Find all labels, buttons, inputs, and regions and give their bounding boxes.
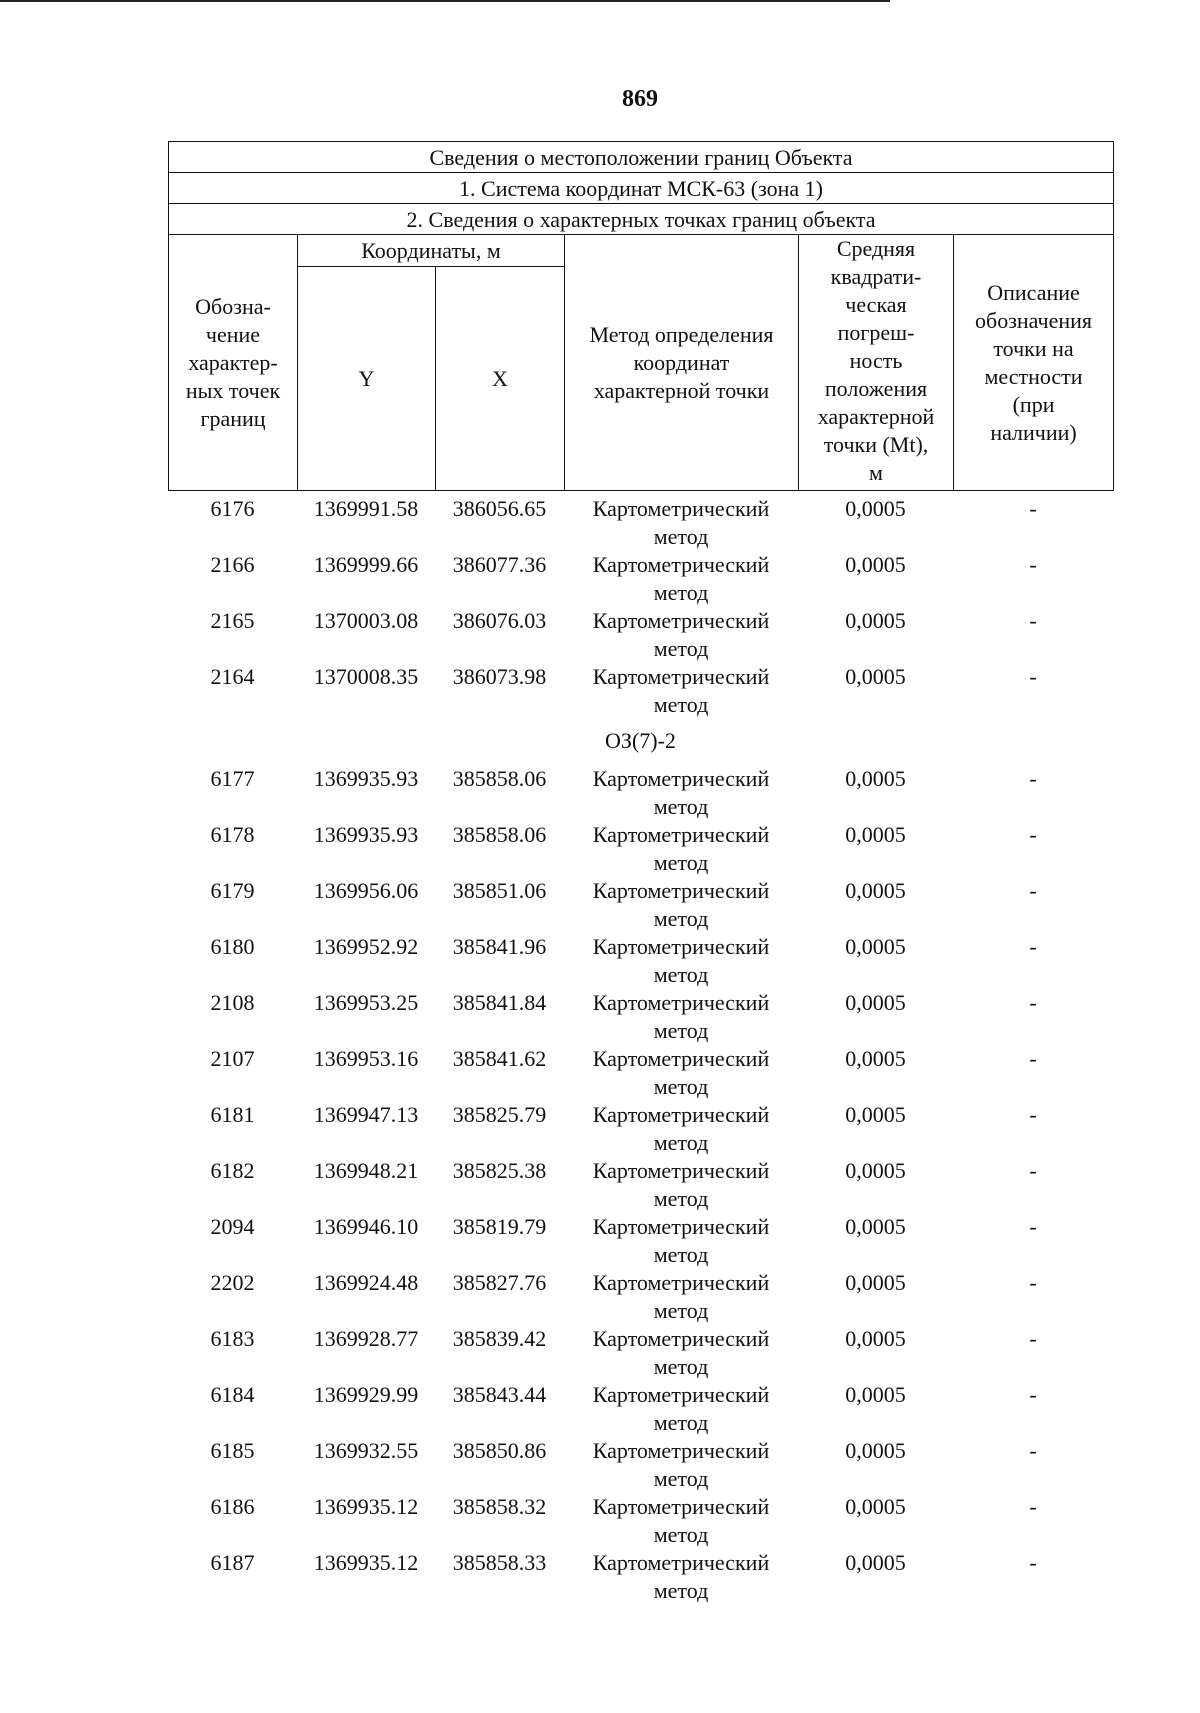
- table-row: [168, 821, 1113, 877]
- point-id-cell: 6183: [210, 1326, 255, 1351]
- y-coord-cell: 1369991.58: [313, 496, 419, 521]
- y-coord-cell: 1369953.16: [313, 1046, 419, 1071]
- x-coord-cell: 385841.62: [452, 1046, 547, 1071]
- top-rule: [0, 0, 890, 2]
- header-designation: Обозна- чение характер- ных точек границ: [169, 235, 298, 491]
- method-cell: Картометрический метод: [592, 1046, 770, 1099]
- x-coord-cell: 385850.86: [452, 1438, 547, 1463]
- method-cell: Картометрический метод: [592, 766, 770, 819]
- x-coord-cell: 385851.06: [452, 878, 547, 903]
- y-coord-cell: 1369956.06: [313, 878, 419, 903]
- y-coord-cell: 1369935.93: [313, 766, 419, 791]
- method-cell: Картометрический метод: [592, 1438, 770, 1491]
- table-row: [168, 495, 1113, 551]
- point-id-cell: 2107: [210, 1046, 255, 1071]
- description-cell: -: [1029, 766, 1037, 791]
- error-cell: 0,0005: [845, 878, 906, 903]
- y-coord-cell: 1369929.99: [313, 1382, 419, 1407]
- method-cell: Картометрический метод: [592, 608, 770, 661]
- error-cell: 0,0005: [845, 552, 906, 577]
- table-row: [168, 877, 1113, 933]
- table-row: [168, 1101, 1113, 1157]
- method-cell: Картометрический метод: [592, 1550, 770, 1603]
- description-cell: -: [1029, 496, 1037, 521]
- x-coord-cell: 385841.84: [452, 990, 547, 1015]
- table-row: [168, 765, 1113, 821]
- description-cell: -: [1029, 934, 1037, 959]
- table-title: Сведения о местоположении границ Объекта: [169, 142, 1114, 173]
- table-row: [168, 1437, 1113, 1493]
- y-coord-cell: 1369999.66: [313, 552, 419, 577]
- y-coord-cell: 1369935.93: [313, 822, 419, 847]
- error-cell: 0,0005: [845, 990, 906, 1015]
- error-cell: 0,0005: [845, 1550, 906, 1575]
- point-id-cell: 2202: [210, 1270, 255, 1295]
- error-cell: 0,0005: [845, 1382, 906, 1407]
- description-cell: -: [1029, 1158, 1037, 1183]
- header-y: Y: [298, 267, 436, 491]
- header-error: Средняя квадрати- ческая погреш- ность положения характерной точки (Mt), м: [799, 235, 954, 491]
- y-coord-cell: 1369924.48: [313, 1270, 419, 1295]
- description-cell: -: [1029, 1550, 1037, 1575]
- x-coord-cell: 385839.42: [452, 1326, 547, 1351]
- x-coord-cell: 385825.79: [452, 1102, 547, 1127]
- section-row: [168, 719, 1113, 765]
- description-cell: -: [1029, 1214, 1037, 1239]
- method-cell: Картометрический метод: [592, 990, 770, 1043]
- x-coord-cell: 385841.96: [452, 934, 547, 959]
- table-row: [168, 1045, 1113, 1101]
- error-cell: 0,0005: [845, 1270, 906, 1295]
- y-coord-cell: 1369953.25: [313, 990, 419, 1015]
- error-cell: 0,0005: [845, 1102, 906, 1127]
- table-row: [168, 1325, 1113, 1381]
- header-x: X: [436, 267, 565, 491]
- y-coord-cell: 1370003.08: [313, 608, 419, 633]
- coord-system-label: 1. Система координат МСК-63 (зона 1): [169, 173, 1114, 204]
- header-method: Метод определения координат характерной точки: [565, 235, 799, 491]
- x-coord-cell: 385827.76: [452, 1270, 547, 1295]
- table-row: [168, 1493, 1113, 1549]
- description-cell: -: [1029, 608, 1037, 633]
- error-cell: 0,0005: [845, 934, 906, 959]
- method-cell: Картометрический метод: [592, 1214, 770, 1267]
- error-cell: 0,0005: [845, 1158, 906, 1183]
- description-cell: -: [1029, 1438, 1037, 1463]
- method-cell: Картометрический метод: [592, 1102, 770, 1155]
- error-cell: 0,0005: [845, 496, 906, 521]
- point-id-cell: 6178: [210, 822, 255, 847]
- table-row: [168, 989, 1113, 1045]
- y-coord-cell: 1369946.10: [313, 1214, 419, 1239]
- description-cell: -: [1029, 1326, 1037, 1351]
- point-id-cell: 6186: [210, 1494, 255, 1519]
- header-coordinates: Координаты, м: [298, 235, 565, 267]
- error-cell: 0,0005: [845, 1494, 906, 1519]
- description-cell: -: [1029, 664, 1037, 689]
- point-id-cell: 6180: [210, 934, 255, 959]
- x-coord-cell: 386077.36: [452, 552, 547, 577]
- method-cell: Картометрический метод: [592, 496, 770, 549]
- description-cell: -: [1029, 990, 1037, 1015]
- error-cell: 0,0005: [845, 608, 906, 633]
- error-cell: 0,0005: [845, 664, 906, 689]
- error-cell: 0,0005: [845, 1438, 906, 1463]
- y-coord-cell: 1369928.77: [313, 1326, 419, 1351]
- description-cell: -: [1029, 1494, 1037, 1519]
- table-row: [168, 1381, 1113, 1437]
- points-title: 2. Сведения о характерных точках границ объекта: [169, 204, 1114, 235]
- table-row: [168, 1549, 1113, 1605]
- method-cell: Картометрический метод: [592, 552, 770, 605]
- y-coord-cell: 1369948.21: [313, 1158, 419, 1183]
- error-cell: 0,0005: [845, 1046, 906, 1071]
- method-cell: Картометрический метод: [592, 1270, 770, 1323]
- point-id-cell: 2164: [210, 664, 255, 689]
- method-cell: Картометрический метод: [592, 878, 770, 931]
- point-id-cell: 2165: [210, 608, 255, 633]
- y-coord-cell: 1369935.12: [313, 1494, 419, 1519]
- description-cell: -: [1029, 1270, 1037, 1295]
- x-coord-cell: 385858.06: [452, 766, 547, 791]
- table-row: [168, 607, 1113, 663]
- point-id-cell: 2166: [210, 552, 255, 577]
- page-number: 869: [622, 86, 658, 112]
- y-coord-cell: 1369932.55: [313, 1438, 419, 1463]
- x-coord-cell: 385858.33: [452, 1550, 547, 1575]
- error-cell: 0,0005: [845, 1214, 906, 1239]
- x-coord-cell: 386056.65: [452, 496, 547, 521]
- x-coord-cell: 385819.79: [452, 1214, 547, 1239]
- point-id-cell: 2094: [210, 1214, 255, 1239]
- point-id-cell: 6184: [210, 1382, 255, 1407]
- y-coord-cell: 1369947.13: [313, 1102, 419, 1127]
- error-cell: 0,0005: [845, 822, 906, 847]
- method-cell: Картометрический метод: [592, 1382, 770, 1435]
- table-row: [168, 1269, 1113, 1325]
- x-coord-cell: 385858.06: [452, 822, 547, 847]
- point-id-cell: 2108: [210, 990, 255, 1015]
- method-cell: Картометрический метод: [592, 1326, 770, 1379]
- point-id-cell: 6176: [210, 496, 255, 521]
- description-cell: -: [1029, 1102, 1037, 1127]
- header-description: Описание обозначения точки на местности (при наличии): [954, 235, 1114, 491]
- point-id-cell: 6182: [210, 1158, 255, 1183]
- description-cell: -: [1029, 878, 1037, 903]
- x-coord-cell: 385858.32: [452, 1494, 547, 1519]
- point-id-cell: 6177: [210, 766, 255, 791]
- description-cell: -: [1029, 552, 1037, 577]
- x-coord-cell: 385825.38: [452, 1158, 547, 1183]
- table-row: [168, 551, 1113, 607]
- method-cell: Картометрический метод: [592, 1158, 770, 1211]
- x-coord-cell: 386073.98: [452, 664, 547, 689]
- method-cell: Картометрический метод: [592, 664, 770, 717]
- points-table: [168, 495, 1113, 1605]
- table-row: [168, 663, 1113, 719]
- method-cell: Картометрический метод: [592, 1494, 770, 1547]
- error-cell: 0,0005: [845, 766, 906, 791]
- points-table-body: [168, 495, 1113, 1605]
- error-cell: 0,0005: [845, 1326, 906, 1351]
- x-coord-cell: 385843.44: [452, 1382, 547, 1407]
- table-row: [168, 1213, 1113, 1269]
- point-id-cell: 6181: [210, 1102, 255, 1127]
- table-header: [168, 141, 1114, 491]
- description-cell: -: [1029, 1382, 1037, 1407]
- point-id-cell: 6185: [210, 1438, 255, 1463]
- point-id-cell: 6179: [210, 878, 255, 903]
- table-row: [168, 933, 1113, 989]
- description-cell: -: [1029, 1046, 1037, 1071]
- x-coord-cell: 386076.03: [452, 608, 547, 633]
- section-label: ОЗ(7)-2: [605, 728, 676, 753]
- y-coord-cell: 1369935.12: [313, 1550, 419, 1575]
- y-coord-cell: 1370008.35: [313, 664, 419, 689]
- method-cell: Картометрический метод: [592, 934, 770, 987]
- point-id-cell: 6187: [210, 1550, 255, 1575]
- y-coord-cell: 1369952.92: [313, 934, 419, 959]
- method-cell: Картометрический метод: [592, 822, 770, 875]
- table-row: [168, 1157, 1113, 1213]
- description-cell: -: [1029, 822, 1037, 847]
